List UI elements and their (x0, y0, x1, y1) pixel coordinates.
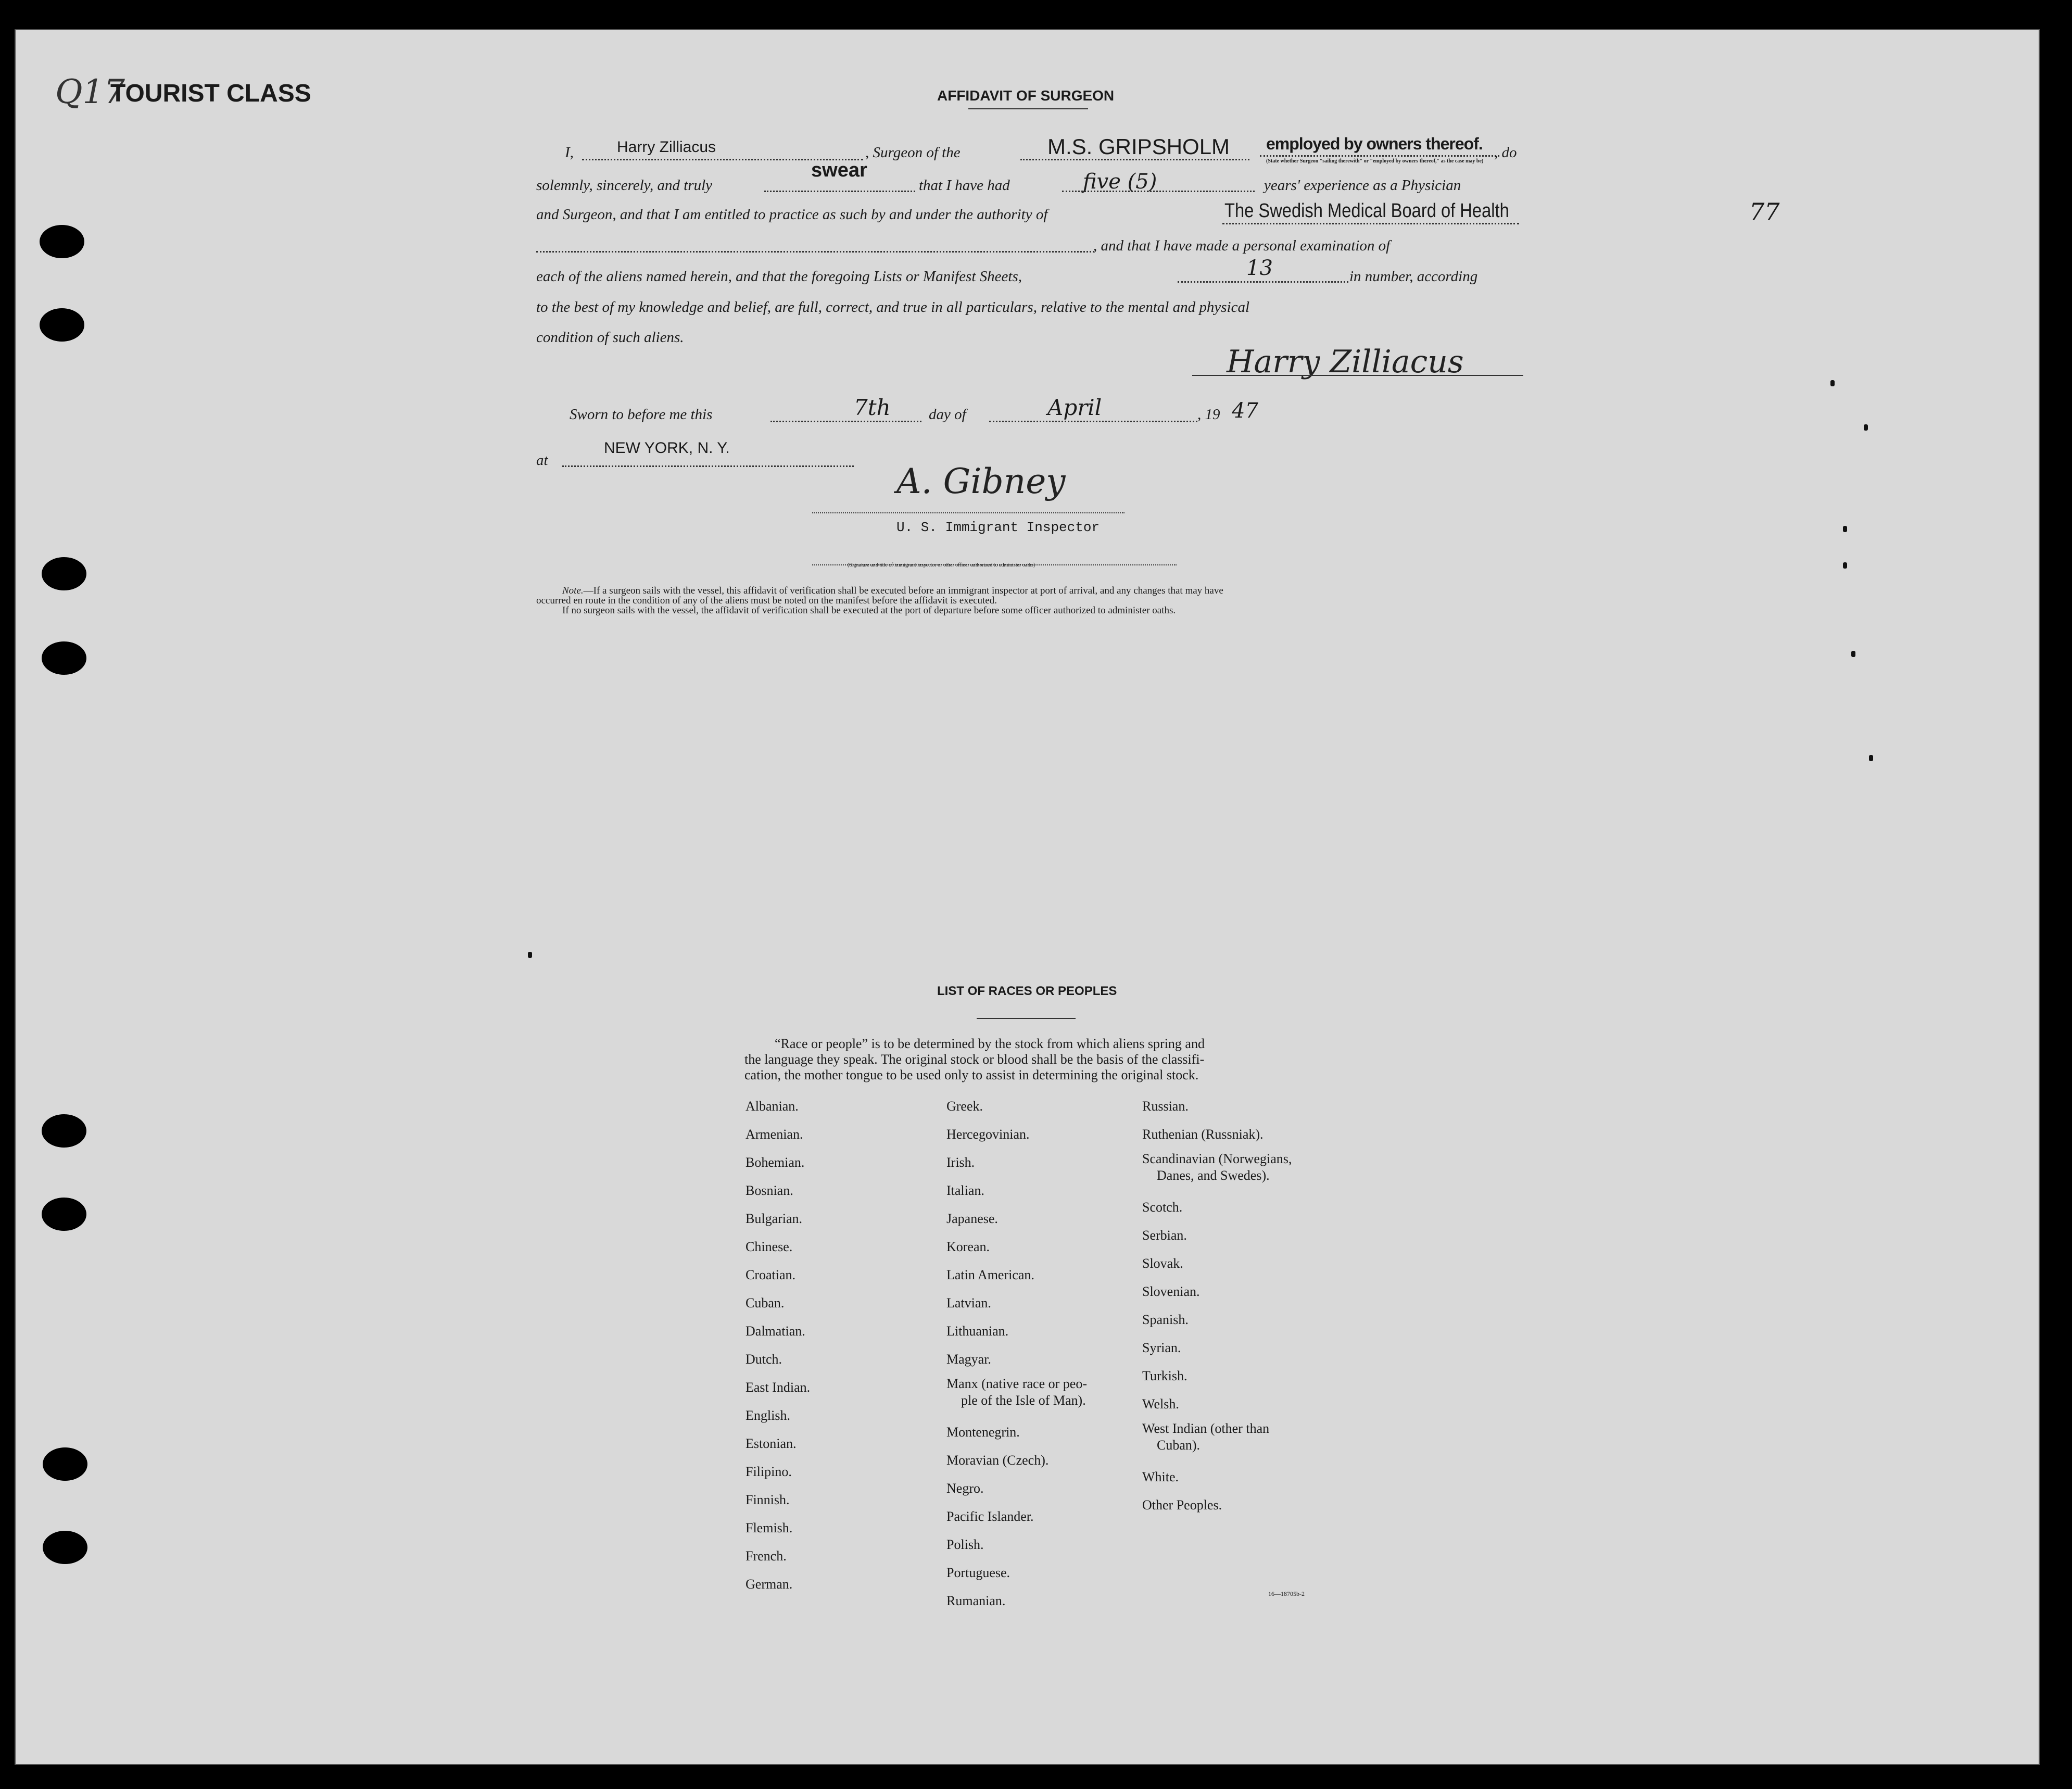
race-item: East Indian. (746, 1380, 811, 1395)
race-item: English. (746, 1408, 790, 1423)
ship-name: M.S. GRIPSHOLM (1047, 134, 1230, 159)
text-at: at (536, 452, 548, 469)
text-that-i-have-had: that I have had (919, 177, 1010, 194)
surgeon-signature: Harry Zilliacus (1227, 344, 1464, 380)
employment-line (1260, 155, 1499, 157)
authority-line-2 (536, 251, 1094, 253)
race-item: Rumanian. (946, 1593, 1006, 1608)
races-title: LIST OF RACES OR PEOPLES (937, 984, 1117, 998)
page-title: AFFIDAVIT OF SURGEON (937, 87, 1115, 104)
handwritten-mark: Q17 (55, 73, 125, 111)
race-item: Negro. (946, 1481, 984, 1496)
employment: employed by owners thereof. (1266, 134, 1483, 153)
class-label: TOURIST CLASS (110, 80, 311, 107)
corner-mark: 77 (1749, 198, 1780, 226)
race-item: Cuban. (746, 1295, 785, 1311)
text-sworn: Sworn to before me this (570, 406, 713, 423)
ship-line (1020, 159, 1249, 160)
binder-hole (43, 1531, 87, 1564)
oath: swear (811, 159, 867, 181)
authority: The Swedish Medical Board of Health (1224, 200, 1509, 222)
race-item: Magyar. (946, 1352, 991, 1367)
race-item: Japanese. (946, 1211, 998, 1226)
sworn-month: April (1047, 395, 1102, 420)
race-item: Pacific Islander. (946, 1509, 1034, 1524)
text-solemnly: solemnly, sincerely, and truly (536, 177, 713, 194)
form-number: 16—18705b-2 (1268, 1590, 1305, 1597)
races-title-rule (977, 1018, 1076, 1019)
binder-hole (42, 557, 86, 590)
text-year-prefix: , 19 (1197, 406, 1220, 423)
race-item: French. (746, 1548, 787, 1564)
race-item: Dalmatian. (746, 1324, 805, 1339)
speck (1843, 562, 1847, 569)
race-item: Korean. (946, 1239, 990, 1254)
race-item: German. (746, 1577, 793, 1592)
race-item: Spanish. (1142, 1312, 1189, 1327)
race-item: Ruthenian (Russniak). (1142, 1127, 1264, 1142)
years-line (1062, 191, 1255, 192)
races-column-3: Russian. Ruthenian (Russniak). Scandinavian (Norwegians, Danes, and Swedes). Scotch. Serbian. Slovak. Slovenian. Spanish. Syrian. Turkish. Welsh. West Indian (other than Cuban). White. Other Peoples. (1142, 1092, 1292, 1519)
day-line (770, 421, 921, 422)
race-item: Armenian. (746, 1127, 803, 1142)
title-underline (968, 108, 1088, 109)
race-item: Polish. (946, 1537, 984, 1552)
race-item: Italian. (946, 1183, 984, 1198)
text-each-of-the-aliens: each of the aliens named herein, and that the foregoing Lists or Manifest Sheets, (536, 268, 1022, 285)
race-item: Lithuanian. (946, 1324, 1009, 1339)
place-line (562, 465, 854, 467)
oath-line (764, 191, 915, 192)
speck (1869, 755, 1873, 761)
race-item: Scandinavian (Norwegians, (1142, 1151, 1292, 1166)
speck (1843, 526, 1847, 532)
race-item: Other Peoples. (1142, 1497, 1222, 1513)
binder-hole (42, 641, 86, 675)
race-item: Serbian. (1142, 1228, 1187, 1243)
race-item: Estonian. (746, 1436, 797, 1451)
race-item: Dutch. (746, 1352, 782, 1367)
race-item: Latin American. (946, 1267, 1034, 1282)
race-item: Flemish. (746, 1520, 793, 1535)
note-label: Note. (562, 585, 584, 596)
race-item: Scotch. (1142, 1200, 1183, 1215)
race-item: West Indian (other than (1142, 1421, 1270, 1436)
sheets-count: 13 (1246, 256, 1273, 280)
race-item: Irish. (946, 1155, 975, 1170)
race-item: Croatian. (746, 1267, 796, 1282)
race-item: Albanian. (746, 1099, 799, 1114)
authority-line (1222, 223, 1519, 224)
text-knowledge-and-belief: to the best of my knowledge and belief, are full, correct, and true in all particulars, relative to the mental and physical (536, 299, 1250, 316)
binder-hole (40, 308, 84, 342)
race-item: Russian. (1142, 1099, 1189, 1114)
race-item: White. (1142, 1469, 1179, 1484)
race-item: Turkish. (1142, 1368, 1187, 1383)
inspector-signature-line (812, 512, 1125, 513)
inspector-caption: (Signature and title of immigrant inspector or other officer authorized to administer oaths) (848, 562, 1035, 568)
sheets-line (1178, 281, 1348, 283)
races-column-1 (746, 1092, 810, 1598)
binder-hole (42, 1198, 86, 1231)
races-intro-3: cation, the mother tongue to be used only to assist in determining the original stock. (744, 1067, 1199, 1082)
race-item: Syrian. (1142, 1340, 1181, 1355)
note-line-3: If no surgeon sails with the vessel, the affidavit of verification shall be executed at the port of departure before some officer authorized to administer oaths. (562, 605, 1176, 616)
speck (1864, 424, 1868, 431)
surgeon-name: Harry Zilliacus (617, 138, 716, 156)
month-line (989, 421, 1197, 422)
sworn-place: NEW YORK, N. Y. (604, 439, 730, 457)
race-item: Hercegovinian. (946, 1127, 1030, 1142)
sworn-year: 47 (1232, 399, 1258, 423)
speck (1851, 651, 1855, 657)
text-i: I, (565, 144, 574, 161)
years: five (5) (1083, 170, 1157, 194)
text-day-of: day of (929, 406, 966, 423)
employment-note: (State whether Surgeon "sailing therewith" or "employed by owners thereof," as the case may be) (1266, 158, 1484, 164)
race-item: Portuguese. (946, 1565, 1010, 1580)
race-item: Manx (native race or peo- (946, 1376, 1087, 1391)
race-item: Moravian (Czech). (946, 1453, 1049, 1468)
race-item: Slovenian. (1142, 1284, 1200, 1299)
note-line-2: occurred en route in the condition of any of the aliens must be noted on the manifest before the affidavit is executed. (536, 595, 997, 606)
note-text-1: —If a surgeon sails with the vessel, this affidavit of verification shall be executed before an immigrant inspector at port of arrival, and any changes that may have (583, 585, 1223, 596)
text-in-number: in number, according (1349, 268, 1478, 285)
race-item: Greek. (946, 1099, 983, 1114)
race-item: Chinese. (746, 1239, 793, 1254)
speck (528, 952, 532, 958)
signature-line (1192, 375, 1523, 376)
race-item: Bohemian. (746, 1155, 805, 1170)
text-surgeon-of: , Surgeon of the (865, 144, 961, 161)
race-item: Bosnian. (746, 1183, 793, 1198)
binder-hole (43, 1447, 87, 1481)
race-item: Filipino. (746, 1464, 792, 1479)
text-personal-examination: , and that I have made a personal examination of (1093, 237, 1391, 254)
inspector-title: U. S. Immigrant Inspector (896, 520, 1100, 535)
speck (1830, 380, 1835, 386)
race-item: Slovak. (1142, 1256, 1183, 1271)
text-years-experience: years' experience as a Physician (1264, 177, 1461, 194)
race-item: Finnish. (746, 1492, 790, 1507)
text-and-surgeon: and Surgeon, and that I am entitled to practice as such by and under the authority of (536, 206, 1048, 223)
binder-hole (40, 225, 84, 258)
text-do: , do (1494, 144, 1517, 161)
race-item: Latvian. (946, 1295, 991, 1311)
binder-hole (42, 1114, 86, 1148)
races-column-2: Greek. Hercegovinian. Irish. Italian. Japanese. Korean. Latin American. Latvian. Lithuanian. Magyar. Manx (native race or peo- ple of the Isle of Man). Montenegrin. Moravian (Czech). Negro. Pacific Islander. Polish. Portuguese. Rumanian. (946, 1092, 1087, 1615)
race-item: Montenegrin. (946, 1425, 1020, 1440)
races-intro-1: “Race or people” is to be determined by the stock from which aliens spring and (775, 1036, 1205, 1051)
race-item: Bulgarian. (746, 1211, 803, 1226)
race-item: Welsh. (1142, 1396, 1179, 1412)
races-intro-2: the language they speak. The original stock or blood shall be the basis of the classifi- (744, 1052, 1205, 1067)
text-condition: condition of such aliens. (536, 329, 684, 346)
inspector-signature: A. Gibney (896, 461, 1066, 501)
sworn-day: 7th (854, 395, 891, 420)
